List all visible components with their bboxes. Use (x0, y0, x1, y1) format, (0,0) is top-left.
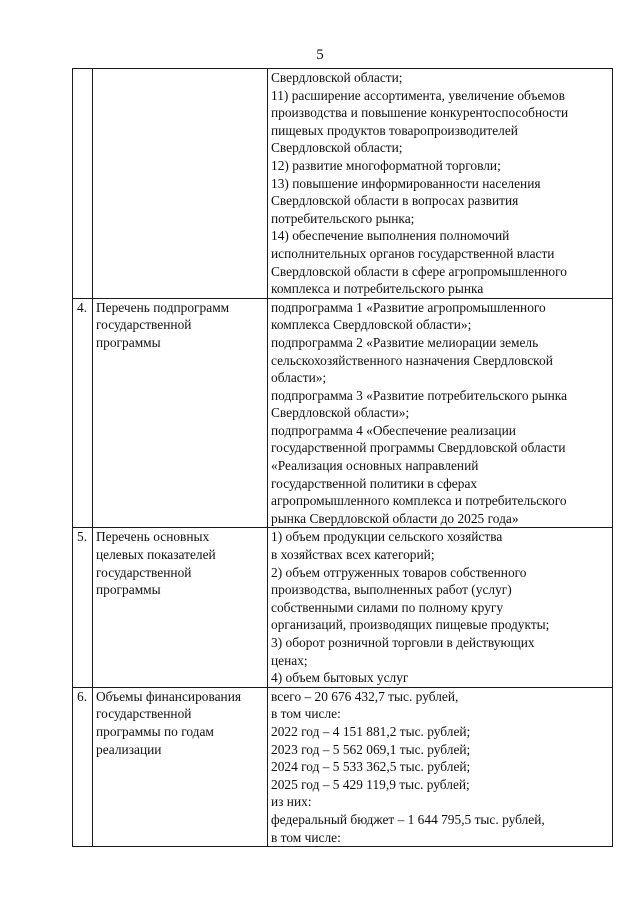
parameter-value-line: Свердловской области; (271, 70, 403, 85)
row-parameter-name (93, 69, 268, 299)
parameter-value-line: 2022 год – 4 151 881,2 тыс. рублей; (271, 723, 471, 739)
parameter-value-line: комплекса Свердловской области»; (271, 317, 472, 333)
page-number: 5 (316, 47, 324, 63)
row-parameter-name (93, 298, 268, 528)
table-row (73, 69, 613, 299)
parameter-name-line: реализации (96, 741, 162, 757)
parameter-value-line: потребительского рынка; (271, 210, 415, 226)
parameter-name-line: программы по годам (96, 723, 214, 739)
parameter-value-line: федеральный бюджет – 1 644 795,5 тыс. рублей, (271, 811, 545, 827)
parameter-value-line: «Реализация основных направлений (271, 458, 479, 474)
parameter-name-line: Объемы финансирования (96, 688, 242, 704)
row-number: 4. (73, 298, 93, 528)
parameter-value-line: 14) обеспечение выполнения полномочий (271, 228, 510, 244)
row-parameter-value (268, 528, 613, 687)
parameter-value-line: исполнительных органов государственной власти (271, 245, 555, 261)
row-parameter-value (268, 687, 613, 846)
parameter-name-line: государственной (96, 317, 192, 333)
parameter-name-line: государственной (96, 564, 192, 580)
parameter-value-line: 2025 год – 5 429 119,9 тыс. рублей; (271, 776, 470, 792)
table-row (73, 687, 613, 846)
parameter-name-line: целевых показателей (96, 547, 216, 563)
parameter-value-line: организаций, производящих пищевые продукты; (271, 617, 550, 633)
parameter-value-line: 2024 год – 5 533 362,5 тыс. рублей; (271, 759, 471, 775)
parameter-name-line: программы (96, 582, 161, 598)
parameter-value-line: 13) повышение информированности населения (271, 175, 541, 191)
parameter-value-line: агропромышленного комплекса и потребительского (271, 493, 567, 509)
parameter-value-line: подпрограмма 4 «Обеспечение реализации (271, 422, 516, 438)
parameter-value-line: Свердловской области»; (271, 405, 410, 421)
parameter-value-line: подпрограмма 2 «Развитие мелиорации земель (271, 334, 539, 350)
row-parameter-value (268, 298, 613, 528)
parameter-value-line: собственными силами по полному кругу (271, 599, 504, 615)
parameter-value-line: сельскохозяйственного назначения Свердловской (271, 352, 553, 368)
row-number: 5. (73, 528, 93, 687)
row-parameter-value (268, 69, 613, 299)
parameter-value-line: Свердловской области в сфере агропромышленного (271, 263, 567, 279)
parameter-value-line: в том числе: (271, 706, 341, 722)
parameter-value-line: пищевых продуктов товаропроизводителей (271, 122, 518, 138)
parameter-value-line: 2) объем отгруженных товаров собственного (271, 564, 527, 580)
parameter-value-line: 12) развитие многоформатной торговли; (271, 157, 501, 173)
row-number: 6. (73, 687, 93, 846)
parameter-value-line: государственной программы Свердловской области (271, 440, 566, 456)
row-parameter-name (93, 528, 268, 687)
parameter-value-line: области»; (271, 370, 327, 386)
parameter-value-line: Свердловской области; (271, 140, 403, 156)
parameter-value-line: 4) объем бытовых услуг (271, 670, 409, 686)
parameter-value-line: подпрограмма 3 «Развитие потребительского рынка (271, 387, 568, 403)
table-row (73, 298, 613, 528)
parameter-name-line: Перечень основных (96, 529, 210, 545)
parameter-value-line: Свердловской области в вопросах развития (271, 193, 519, 209)
table-row (73, 528, 613, 687)
parameter-value-line: 11) расширение ассортимента, увеличение объемов (271, 87, 565, 103)
row-parameter-name (93, 687, 268, 846)
parameter-value-line: 1) объем продукции сельского хозяйства (271, 529, 503, 545)
program-passport-body (73, 69, 613, 847)
parameter-value-line: 3) оборот розничной торговли в действующих (271, 635, 535, 650)
parameter-value-line: рынка Свердловской области до 2025 года» (271, 510, 519, 526)
parameter-value-line: государственной политики в сферах (271, 475, 478, 491)
parameter-name-line: Перечень подпрограмм (96, 299, 230, 315)
parameter-value-line: производства, выполненных работ (услуг) (271, 582, 512, 598)
parameter-name-line: государственной (96, 706, 192, 722)
parameter-name-line: программы (96, 334, 161, 350)
parameter-value-line: из них: (271, 794, 312, 810)
parameter-value-line: всего – 20 676 432,7 тыс. рублей, (271, 688, 459, 704)
parameter-value-line: комплекса и потребительского рынка (271, 281, 484, 297)
parameter-value-line: ценах; (271, 652, 308, 668)
parameter-value-line: производства и повышение конкурентоспособности (271, 105, 569, 121)
program-passport-table (72, 68, 613, 847)
parameter-value-line: в хозяйствах всех категорий; (271, 547, 435, 563)
row-number (73, 69, 93, 299)
parameter-value-line: 2023 год – 5 562 069,1 тыс. рублей; (271, 741, 471, 757)
parameter-value-line: в том числе: (271, 829, 341, 845)
parameter-value-line: подпрограмма 1 «Развитие агропромышленного (271, 299, 546, 315)
